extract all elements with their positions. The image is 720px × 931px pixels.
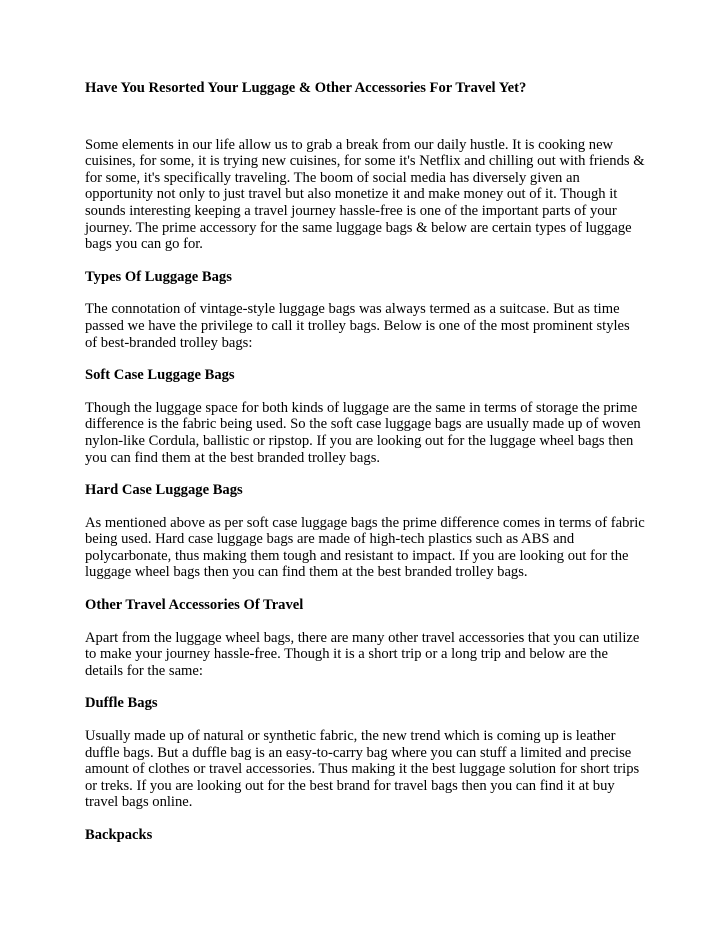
section-heading-hard-case-luggage-bags: Hard Case Luggage Bags	[85, 482, 243, 499]
section-body-hard-case-luggage-bags: As mentioned above as per soft case luggage bags the prime difference comes in terms of fabric being used. Hard case luggage bags are made of high-tech plastics such as ABS and polycarbonate, thus making them tough and resistant to impact. If you are looking out for the luggage wheel bags then you can find them at the best branded trolley bags.	[85, 514, 645, 581]
section-body-other-travel-accessories: Apart from the luggage wheel bags, there are many other travel accessories that you can utilize to make your journey hassle-free. Though it is a short trip or a long trip and below are the details for the same:	[85, 629, 640, 679]
section-heading-backpacks: Backpacks	[85, 827, 153, 843]
section-heading-types-of-luggage-bags: Types Of Luggage Bags	[85, 268, 232, 285]
section-body-duffle-bags: Usually made up of natural or synthetic fabric, the new trend which is coming up is leather duffle bags. But a duffle bag is an easy-to-carry bag where you can stuff a limited and precise amount of clothes or travel accessories. Thus making it the best luggage solution for short trips or treks. If you are looking out for the best brand for travel bags then you can find it at buy travel bags online.	[85, 728, 640, 811]
section-heading-soft-case-luggage-bags: Soft Case Luggage Bags	[85, 367, 235, 384]
section-heading-duffle-bags: Duffle Bags	[85, 695, 158, 712]
intro-paragraph: Some elements in our life allow us to grab a break from our daily hustle. It is cooking new cuisines, for some, it is trying new cuisines, for some it's Netflix and chilling out with friends & for some, it's specifically traveling. The boom of social media has diversely given an opportunity not only to just travel but also monetize it and make money out of it. Though it sounds interesting keeping a travel journey hassle-free is one of the important parts of your journey. The prime accessory for the same luggage bags & below are certain types of luggage bags you can go for.	[85, 136, 645, 253]
document-title: Have You Resorted Your Luggage & Other Accessories For Travel Yet?	[85, 80, 527, 96]
section-heading-other-travel-accessories: Other Travel Accessories Of Travel	[85, 597, 304, 614]
section-body-soft-case-luggage-bags: Though the luggage space for both kinds of luggage are the same in terms of storage the prime difference is the fabric being used. So the soft case luggage bags are usually made up of woven nylon-like Cordula, ballistic or ripstop. If you are looking out for the luggage wheel bags then you can find them at the best branded trolley bags.	[85, 399, 641, 466]
document-content	[85, 80, 645, 860]
section-body-types-of-luggage-bags: The connotation of vintage-style luggage bags was always termed as a suitcase. But as time passed we have the privilege to call it trolley bags. Below is one of the most prominent styles of best-branded trolley bags:	[85, 301, 630, 351]
